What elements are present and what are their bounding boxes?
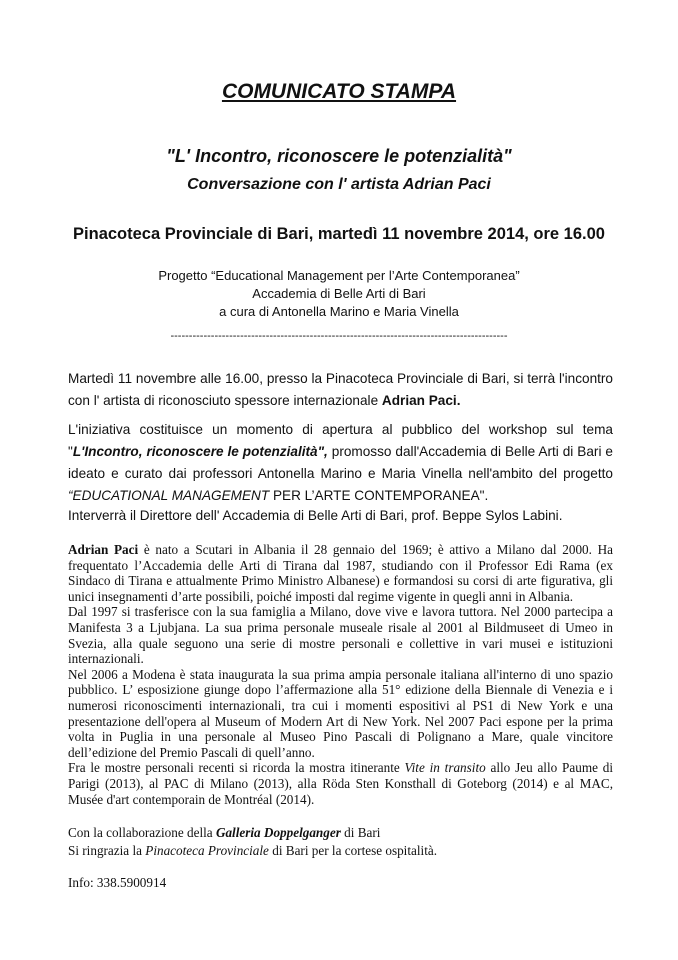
dashed-separator: --------------------------------------------------------------------------------------------	[170, 330, 508, 342]
info-contact: Info: 338.5900914	[68, 875, 167, 890]
gallery-name: Galleria Doppelganger	[215, 825, 341, 840]
intro-p1-text: Martedì 11 novembre alle 16.00, presso la Pinacoteca Provinciale di Bari, si terrà l'incontro con l' artista di riconosciuto spessore internazionale	[68, 371, 613, 408]
document-title: COMUNICATO STAMPA	[221, 80, 457, 103]
intro-paragraph-3: Interverrà il Direttore dell' Accademia di Belle Arti di Bari, prof. Beppe Sylos Labini.	[68, 508, 563, 523]
workshop-theme: L'Incontro, riconoscere le potenzialità",	[72, 444, 328, 459]
intro-p2-text-a: L'iniziativa costituisce un momento di apertura al pubblico del workshop sul tema "	[68, 422, 613, 459]
project-academy: Accademia di Belle Arti di Bari	[252, 286, 426, 301]
bio-paragraph-2: Dal 1997 si trasferisce con la sua famiglia a Milano, dove vive e lavora tuttora. Nel 2000 partecipa a Manifesta 3 a Ljubjana. La sua prima personale museale risale al 2001 al Bildmuseet di Umeo in Svezia, alla quale seguono una serie di mostre personali e collettive in vari musei e istituzioni internazionali.	[68, 604, 613, 667]
intro-paragraph-1	[68, 368, 613, 412]
artist-name-bold: Adrian Paci.	[381, 393, 461, 408]
venue-date-line: Pinacoteca Provinciale di Bari, martedì 11 novembre 2014, ore 16.00	[73, 225, 605, 243]
project-block	[0, 267, 678, 321]
credits-collaboration: Con la collaborazione della Galleria Doppelganger di Bari	[68, 825, 381, 840]
project-name: Progetto “Educational Management per l’Arte Contemporanea”	[158, 268, 520, 283]
bio-artist-name: Adrian Paci	[68, 542, 139, 557]
bio-paragraph-1: Adrian Paci è nato a Scutari in Albania il 28 gennaio del 1969; è attivo a Milano dal 2000. Ha frequentato l’Accademia delle Arti di Tirana dal 1987, studiando con il Professor Edi Rama (ex Sindaco di Tirana e attualmente Primo Ministro Albanese) e formandosi su corsi di arte figurativa, gli unici insegnamenti d’arte possibili, poiché imposti dal regime vigente in quegli anni in Albania.	[68, 542, 613, 604]
intro-p2-text-c: PER L’ARTE CONTEMPORANEA".	[269, 488, 489, 503]
bio-paragraph-3: Nel 2006 a Modena è stata inaugurata la sua prima ampia personale italiana all'interno di uno spazio pubblico. L’ esposizione giunge dopo l’affermazione alla 51° edizione della Biennale di Venezia e i numerosi riconoscimenti internazionali, tra cui i momenti espositivi al PS1 di New York e una presentazione dell'opera al Museum of Modern Art di New York. Nel 2007 Paci espone per la prima volta in Puglia in una personale al Museo Pino Pascali di Polignano a Mare, quale vincitore dell’edizione del Premio Pascali di quell’anno.	[68, 666, 613, 760]
project-name-italic: “EDUCATIONAL MANAGEMENT	[68, 488, 270, 503]
intro-p2-text-b: promosso dall'Accademia di Belle Arti di Bari e ideato e curato dai professori Antonella Marino e Maria Vinella nell'ambito del progetto	[68, 444, 613, 481]
intro-paragraph-2	[68, 419, 613, 507]
artist-biography	[68, 542, 613, 807]
venue-name-italic: Pinacoteca Provinciale	[145, 843, 269, 858]
bio-paragraph-4: Fra le mostre personali recenti si ricorda la mostra itinerante Vite in transito allo Jeu allo Paume di Parigi (2013), al PAC di Milano (2013), alla Röda Sten Konsthall di Goteborg (2014) e al MAC, Musée d'art contemporain de Montréal (2014).	[68, 760, 613, 807]
credits-thanks: Si ringrazia la Pinacoteca Provinciale di Bari per la cortese ospitalità.	[68, 843, 438, 858]
event-title: "L' Incontro, riconoscere le potenzialità"	[166, 146, 512, 166]
event-subtitle: Conversazione con l' artista Adrian Paci	[187, 176, 491, 193]
project-curators: a cura di Antonella Marino e Maria Vinella	[219, 304, 459, 319]
credits-block	[68, 824, 613, 860]
exhibition-title: Vite in transito	[404, 760, 486, 776]
